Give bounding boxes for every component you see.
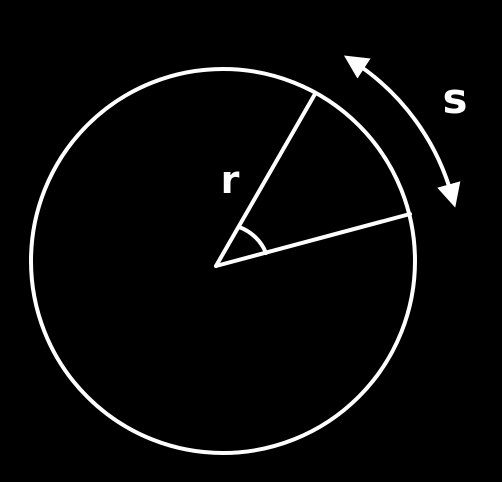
arc-length-label: s [442,74,468,123]
radius-label: r [220,158,240,202]
